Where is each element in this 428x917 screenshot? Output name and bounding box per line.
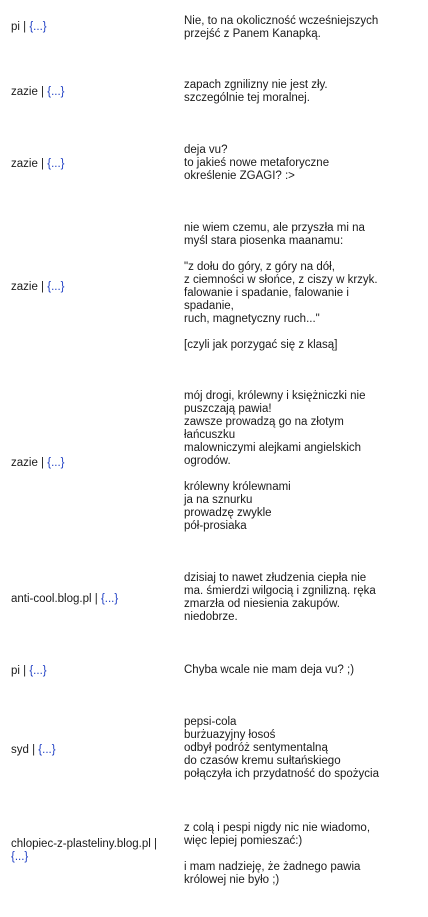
comment-author-cell <box>11 838 173 864</box>
comment-text-line: myśl stara piosenka maanamu: <box>184 235 344 247</box>
comment-text <box>184 572 420 624</box>
reply-link[interactable]: {...} <box>11 851 29 863</box>
comment-text-line: spadanie, <box>184 300 234 312</box>
reply-link[interactable]: {...} <box>47 158 65 170</box>
comment-text-line: z colą i pespi nigdy nic nie wiadomo, <box>184 822 371 834</box>
comment-text-line: Chyba wcale nie mam deja vu? ;) <box>184 664 355 676</box>
comment-text-line: burżuazyjny łosoś <box>184 729 276 741</box>
reply-link[interactable]: {...} <box>47 281 65 293</box>
comment-text-line: Nie, to na okoliczność wcześniejszych <box>184 15 379 27</box>
comment-text-line: i mam nadzieję, że żadnego pawia <box>184 861 361 873</box>
comment-text-line: niedobrze. <box>184 611 238 623</box>
comment-author-name: zazie <box>11 86 38 98</box>
comment-text-line <box>184 326 420 339</box>
comment-text-line: połączyła ich przydatność do spożycia <box>184 768 379 780</box>
author-separator: | <box>28 744 39 756</box>
author-separator: | <box>19 665 30 677</box>
comment-text <box>184 716 420 781</box>
comment-author-name: anti-cool.blog.pl <box>11 593 92 605</box>
comment-author-cell <box>11 665 173 678</box>
comment-text-line: falowanie i spadanie, falowanie i <box>184 287 349 299</box>
comment-text-line: ma. śmierdzi wilgocią i zgnilizną. ręka <box>184 585 376 597</box>
comment-author-name: zazie <box>11 281 38 293</box>
comment-text-line: pół-prosiaka <box>184 520 247 532</box>
author-separator: | <box>37 158 48 170</box>
comment-text-line: łańcuszku <box>184 429 236 441</box>
author-separator: | <box>91 593 101 605</box>
comment-author-cell <box>11 457 173 470</box>
comment-text-line: nie wiem czemu, ale przyszła mi na <box>184 222 365 234</box>
comment-text-line: ja na sznurku <box>184 494 253 506</box>
comment-author-name: syd <box>11 744 29 756</box>
comment-text-line: więc lepiej pomieszać:) <box>184 835 303 847</box>
author-separator: | <box>19 21 30 33</box>
comment-text <box>184 144 420 183</box>
comment-text-line: królewny królewnami <box>184 481 291 493</box>
reply-link[interactable]: {...} <box>29 21 47 33</box>
comment-text-line: określenie ZGAGI? :> <box>184 170 295 182</box>
comment-text-line: do czasów kremu sułtańskiego <box>184 755 341 767</box>
comment-text <box>184 79 420 105</box>
comment-text-line: mój drogi, królewny i księżniczki nie <box>184 390 366 402</box>
comment-text-line <box>184 248 420 261</box>
comment-text-line: odbył podróż sentymentalną <box>184 742 328 754</box>
comment-text-line: to jakieś nowe metaforyczne <box>184 157 330 169</box>
comment-text <box>184 664 420 677</box>
comment-text <box>184 822 420 887</box>
comment-author-name: chlopiec-z-plasteliny.blog.pl <box>11 838 151 850</box>
author-separator: | <box>37 86 48 98</box>
reply-link[interactable]: {...} <box>47 457 65 469</box>
comment-text <box>184 15 420 41</box>
comment-text-line <box>184 468 420 481</box>
comment-text-line: szczególnie tej moralnej. <box>184 92 310 104</box>
comment-author-cell <box>11 21 173 34</box>
comment-text-line: puszczają pawia! <box>184 403 272 415</box>
comment-author-cell <box>11 593 173 606</box>
comment-text-line: zmarzła od niesienia zakupów. <box>184 598 340 610</box>
comment-text-line <box>184 848 420 861</box>
reply-link[interactable]: {...} <box>100 593 119 605</box>
comment-author-name: zazie <box>11 457 38 469</box>
comment-text-line: deja vu? <box>184 144 228 156</box>
author-separator: | <box>150 838 157 850</box>
comment-text-line: dzisiaj to nawet złudzenia ciepła nie <box>184 572 367 584</box>
comment-text-line: zapach zgnilizny nie jest zły. <box>184 79 328 91</box>
comment-author-name: pi <box>11 665 20 677</box>
comment-text-line: z ciemności w słońce, z ciszy w krzyk. <box>184 274 378 286</box>
comment-text-line: zawsze prowadzą go na złotym <box>184 416 344 428</box>
comment-author-name: pi <box>11 21 20 33</box>
comment-text-line: ruch, magnetyczny ruch..." <box>184 313 320 325</box>
comment-text-line: królowej nie było ;) <box>184 874 280 886</box>
comment-author-name: zazie <box>11 158 38 170</box>
comment-text-line: pepsi-cola <box>184 716 237 728</box>
comment-author-cell <box>11 744 173 757</box>
comment-text-line: [czyli jak porzygać się z klasą] <box>184 339 338 351</box>
comment-author-cell <box>11 281 173 294</box>
comment-text-line: "z dołu do góry, z góry na dół, <box>184 261 335 273</box>
comment-author-cell <box>11 158 173 171</box>
comment-text-line: prowadzę zwykle <box>184 507 272 519</box>
author-separator: | <box>37 281 48 293</box>
comment-text-line: przejść z Panem Kanapką. <box>184 28 321 40</box>
reply-link[interactable]: {...} <box>38 744 56 756</box>
comment-text <box>184 222 420 352</box>
reply-link[interactable]: {...} <box>29 665 47 677</box>
comment-author-cell <box>11 86 173 99</box>
reply-link[interactable]: {...} <box>47 86 65 98</box>
comment-text-line: ogrodów. <box>184 455 231 467</box>
comment-text-line: malowniczymi alejkami angielskich <box>184 442 362 454</box>
author-separator: | <box>37 457 48 469</box>
comment-text <box>184 390 420 533</box>
